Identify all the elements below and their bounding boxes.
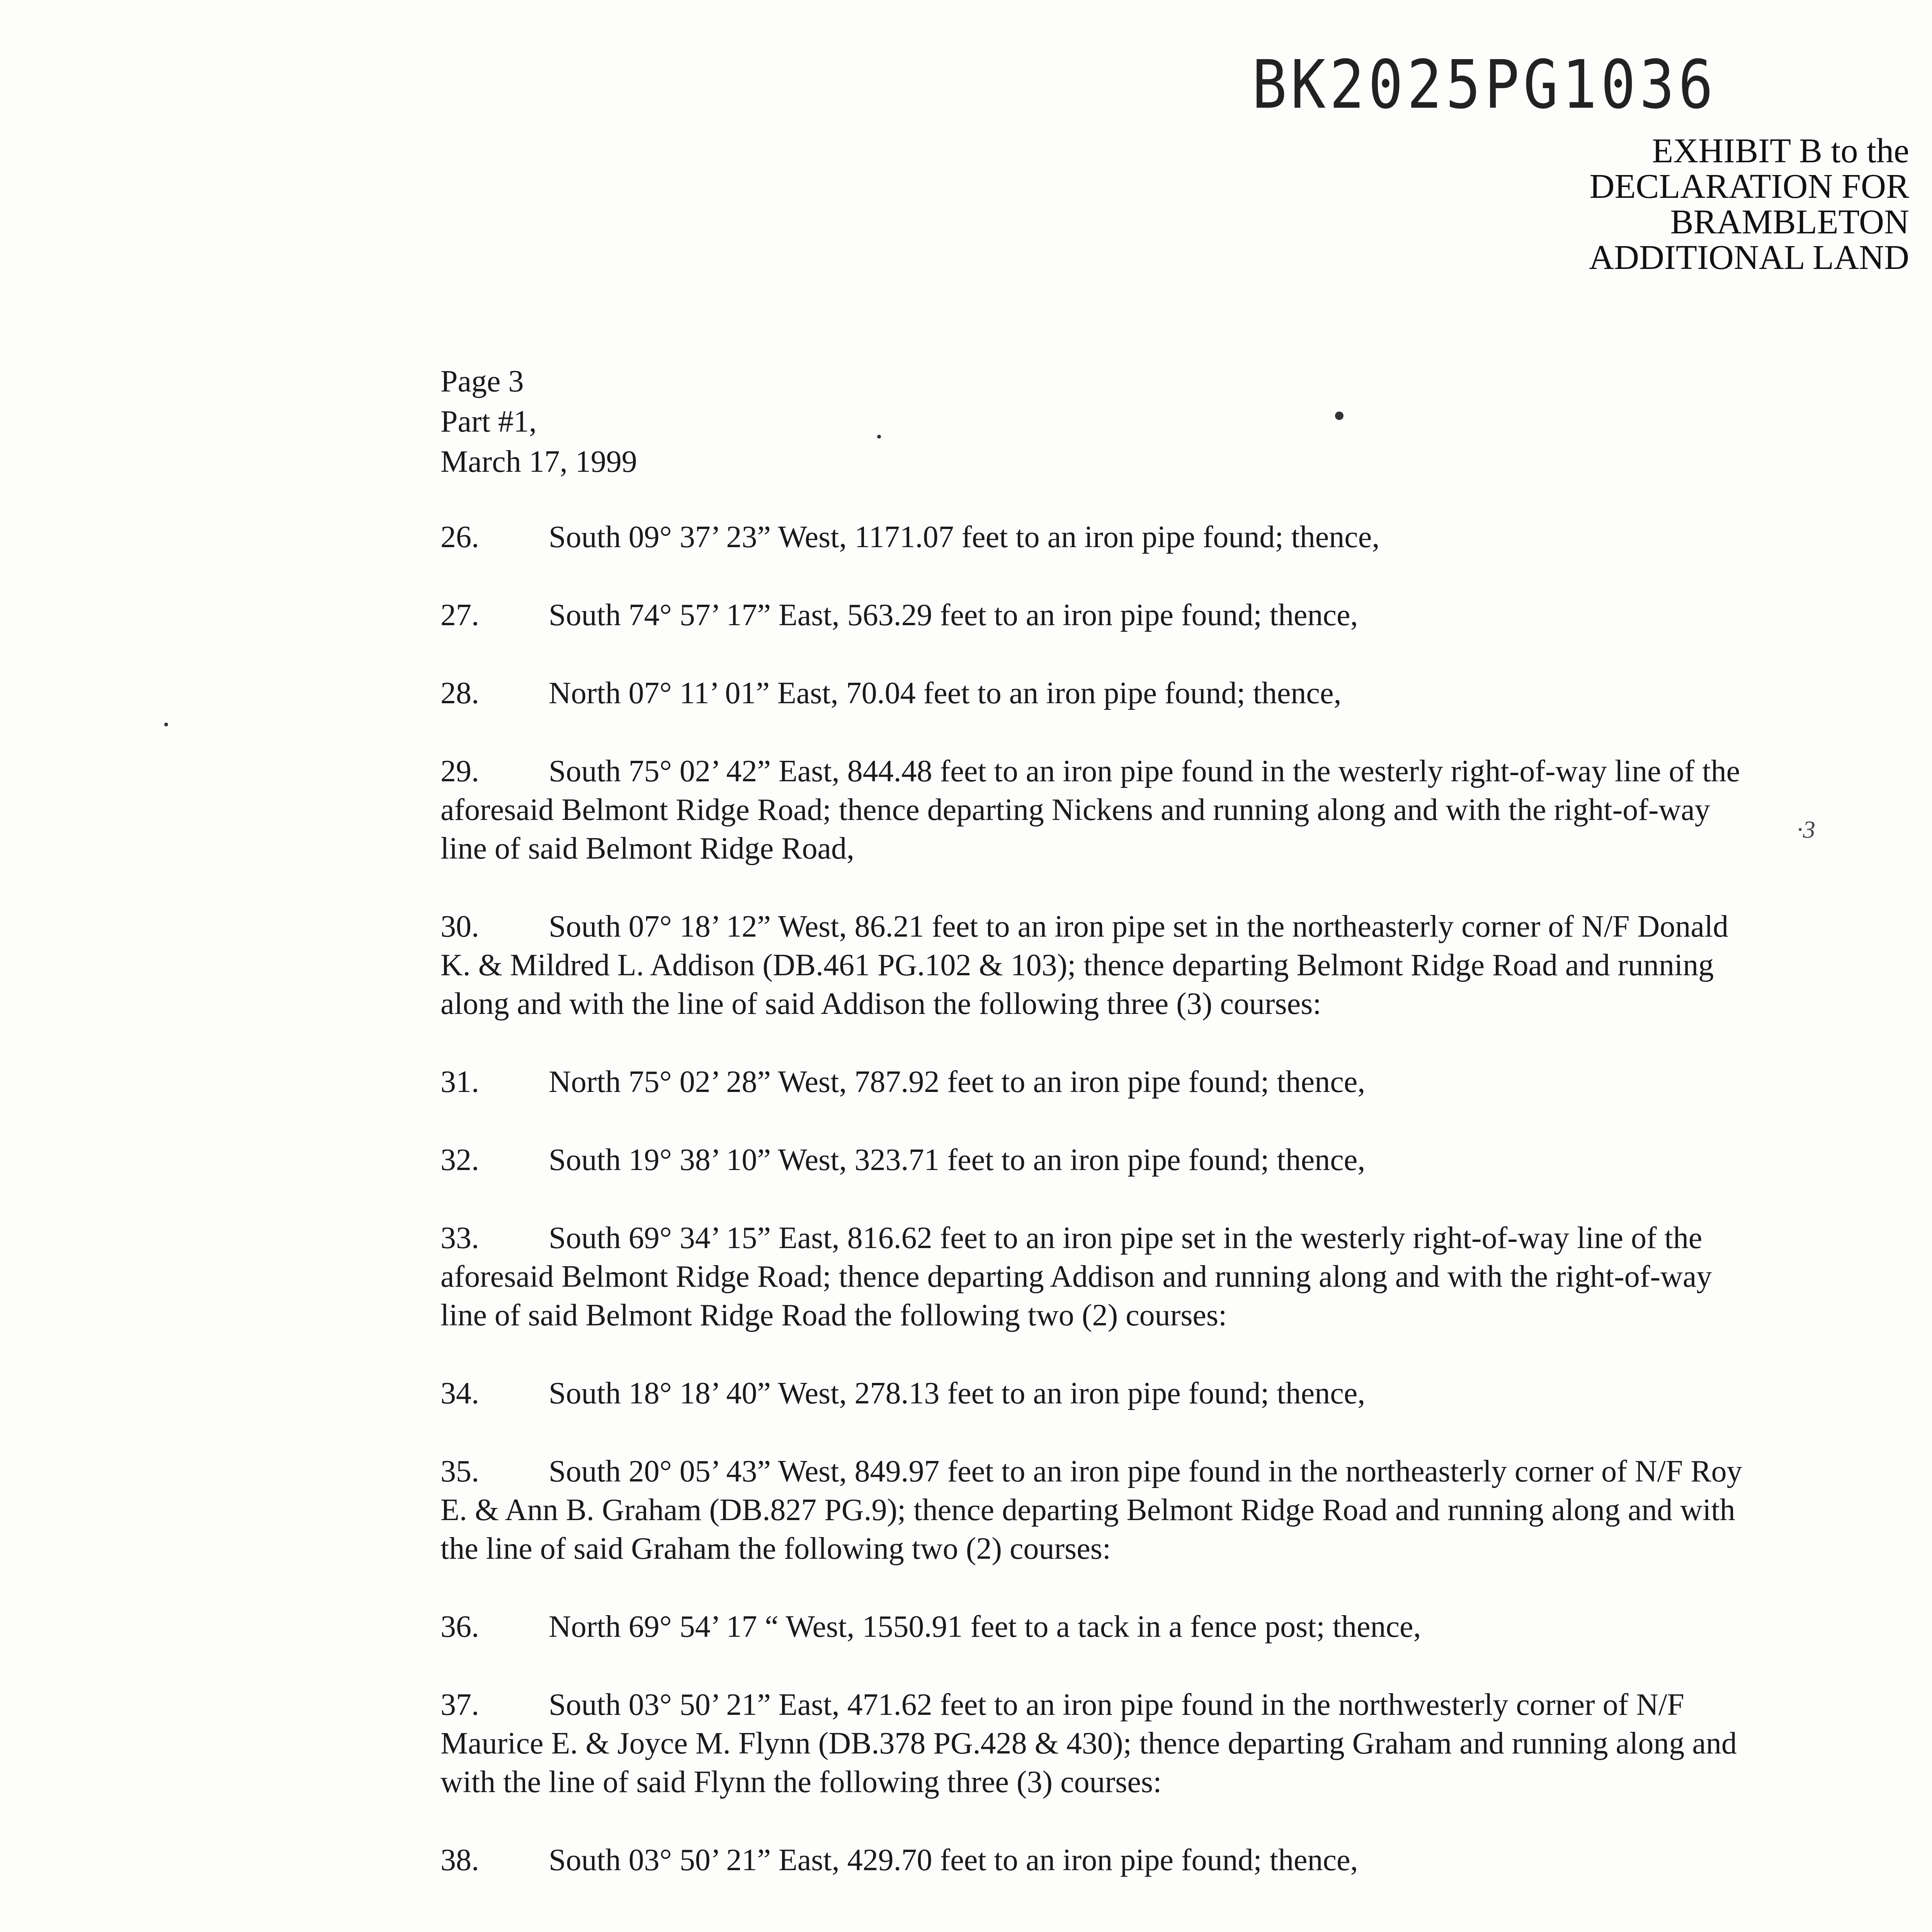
document-date: March 17, 1999: [440, 445, 637, 479]
course-text: South 07° 18’ 12” West, 86.21 feet to an iron pipe set in the northeasterly corner of N/F Donald K. & Mildred L. Addison (DB.461 PG.102 & 103); thence departing Belmont Ridge Road and running along and with the line of said Addison the following three (3) courses:: [440, 910, 1729, 1021]
course-number: 26.: [440, 520, 479, 554]
course-text: North 07° 11’ 01” East, 70.04 feet to an iron pipe found; thence,: [549, 676, 1342, 710]
course-number: 29.: [440, 754, 479, 788]
part-label: Part #1,: [440, 405, 537, 439]
course-number: 28.: [440, 676, 479, 710]
course-item: [440, 1141, 1762, 1179]
course-item: [440, 596, 1762, 634]
course-number: 31.: [440, 1065, 479, 1099]
course-text: South 20° 05’ 43” West, 849.97 feet to an iron pipe found in the northeasterly corner of N/F Roy E. & Ann B. Graham (DB.827 PG.9); thence departing Belmont Ridge Road and running along and with the line of said Graham the following two (2) courses:: [440, 1454, 1742, 1566]
page-label: Page 3: [440, 364, 524, 398]
course-item: [440, 1374, 1762, 1413]
course-text: South 69° 34’ 15” East, 816.62 feet to an iron pipe set in the westerly right-of-way line of the aforesaid Belmont Ridge Road; thence departing Addison and running along and with the right-of-way line of said Belmont Ridge Road the following two (2) courses:: [440, 1221, 1712, 1332]
course-text: South 18° 18’ 40” West, 278.13 feet to an iron pipe found; thence,: [549, 1376, 1366, 1410]
scan-speck: [877, 435, 881, 439]
course-number: 36.: [440, 1610, 479, 1644]
course-text: South 03° 50’ 21” East, 471.62 feet to an iron pipe found in the northwesterly corner of N/F Maurice E. & Joyce M. Flynn (DB.378 PG.428 & 430); thence departing Graham and running along and with the line of said Flynn the following three (3) courses:: [440, 1688, 1737, 1799]
course-text: South 74° 57’ 17” East, 563.29 feet to an iron pipe found; thence,: [549, 598, 1358, 632]
exhibit-line: BRAMBLETON: [1670, 203, 1909, 241]
exhibit-line: EXHIBIT B to the: [1652, 132, 1909, 170]
course-text: South 75° 02’ 42” East, 844.48 feet to an iron pipe found in the westerly right-of-way line of the aforesaid Belmont Ridge Road; thence departing Nickens and running along and with the right-of-way line of said Belmont Ridge Road,: [440, 754, 1740, 866]
course-item: [440, 907, 1762, 1023]
margin-scribble: ·3: [1797, 816, 1815, 843]
book-page-stamp: BK2025PG1036: [1252, 46, 1717, 124]
course-number: 30.: [440, 910, 479, 944]
scan-speck: [1335, 412, 1344, 420]
exhibit-line: DECLARATION FOR: [1589, 167, 1909, 206]
course-item: [440, 1685, 1762, 1801]
course-number: 38.: [440, 1843, 479, 1877]
course-item: [440, 1063, 1762, 1101]
exhibit-title: [1446, 133, 1909, 276]
course-item: [440, 674, 1762, 713]
course-item: [440, 1219, 1762, 1335]
course-number: 37.: [440, 1688, 479, 1722]
course-number: 35.: [440, 1454, 479, 1488]
course-item: [440, 1607, 1762, 1646]
course-text: North 69° 54’ 17 “ West, 1550.91 feet to a tack in a fence post; thence,: [549, 1610, 1421, 1644]
survey-courses: [440, 518, 1762, 1919]
course-number: 33.: [440, 1221, 479, 1255]
course-text: North 75° 02’ 28” West, 787.92 feet to an iron pipe found; thence,: [549, 1065, 1366, 1099]
course-text: South 19° 38’ 10” West, 323.71 feet to an iron pipe found; thence,: [549, 1143, 1366, 1177]
scan-speck: [164, 723, 168, 726]
course-number: 34.: [440, 1376, 479, 1410]
course-item: [440, 518, 1762, 556]
course-item: [440, 1452, 1762, 1568]
course-item: [440, 752, 1762, 868]
course-text: South 03° 50’ 21” East, 429.70 feet to an iron pipe found; thence,: [549, 1843, 1358, 1877]
exhibit-line: ADDITIONAL LAND: [1589, 238, 1909, 277]
course-number: 27.: [440, 598, 479, 632]
page-header: [440, 361, 637, 482]
course-item: [440, 1841, 1762, 1879]
course-text: South 09° 37’ 23” West, 1171.07 feet to an iron pipe found; thence,: [549, 520, 1380, 554]
course-number: 32.: [440, 1143, 479, 1177]
